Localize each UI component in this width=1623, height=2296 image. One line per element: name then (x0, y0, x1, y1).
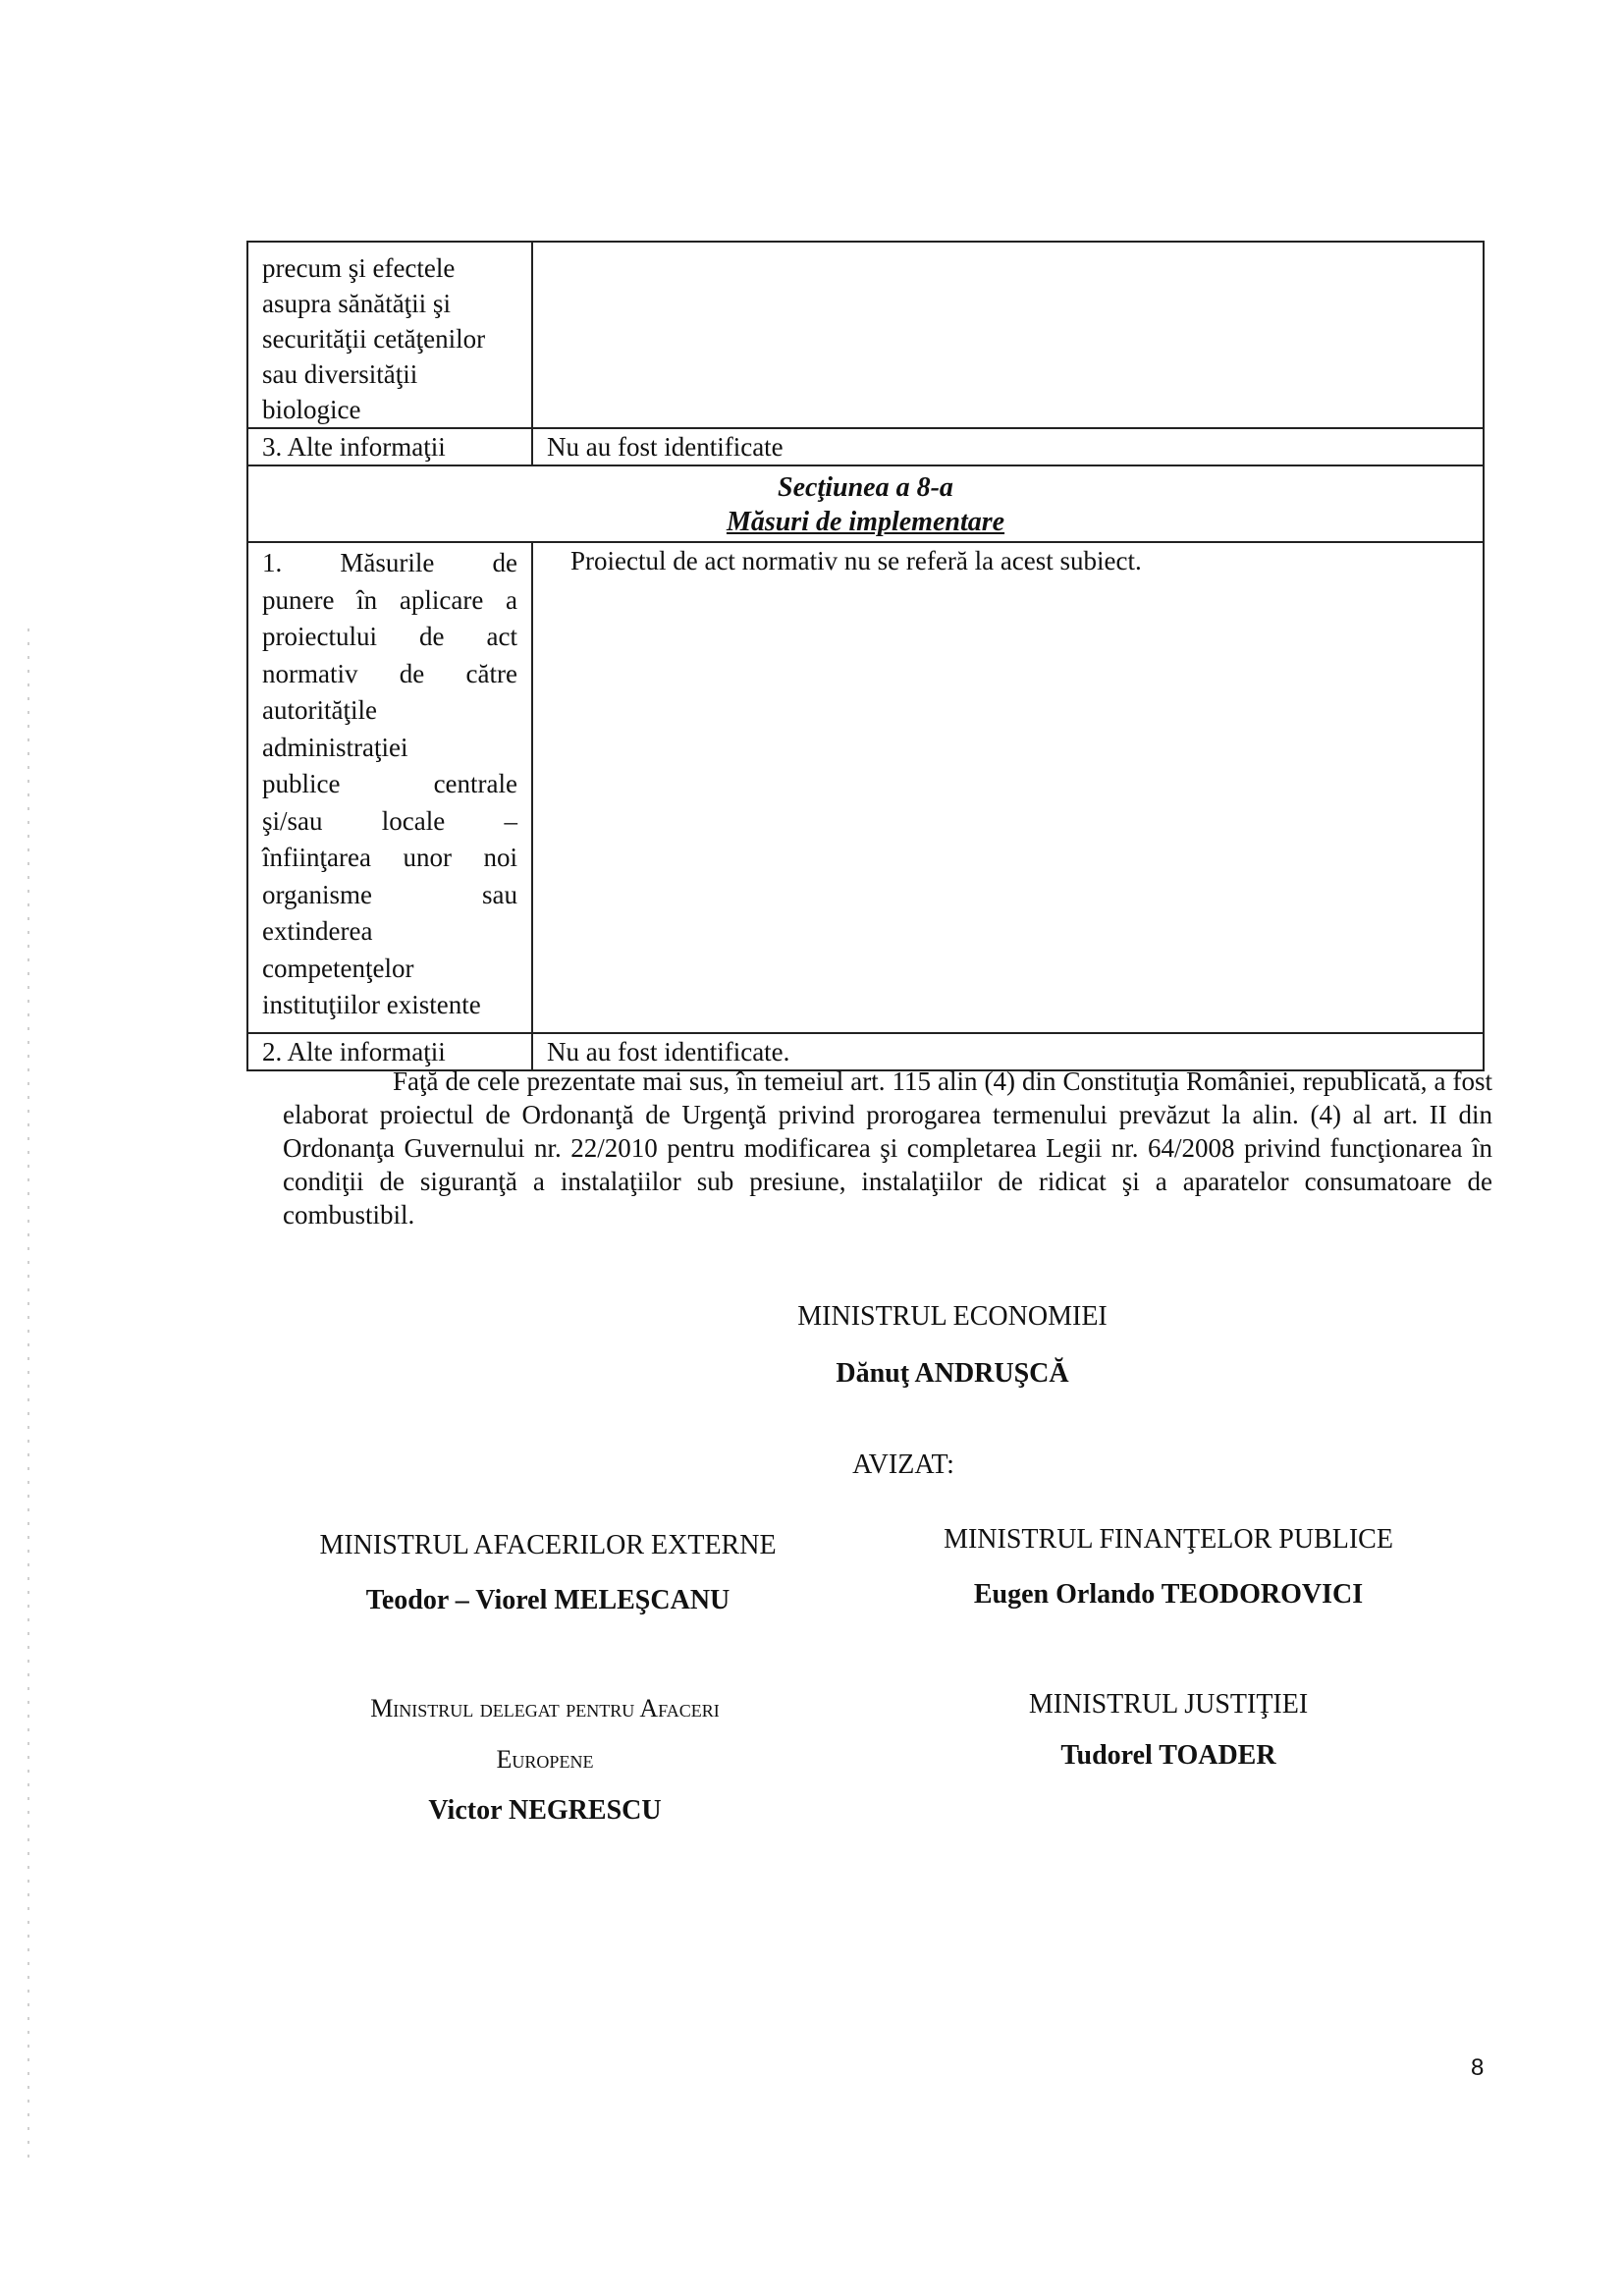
measures-line: administraţiei (262, 732, 408, 762)
signature-foreign-affairs (263, 1518, 833, 1628)
foreign-minister-title: MINISTRUL AFACERILOR EXTERNE (319, 1530, 777, 1560)
foreign-minister-name: Teodor – Viorel MELEŞCANU (365, 1585, 730, 1615)
measures-line: 1. Măsurile de (262, 548, 517, 577)
signature-economy (668, 1288, 1237, 1402)
measures-line: autorităţile (262, 695, 377, 725)
health-effects-label (247, 242, 532, 428)
other-info-3-label: 3. Alte informaţii (247, 428, 532, 465)
justice-minister-name: Tudorel TOADER (1060, 1740, 1276, 1771)
table-row-section-8 (247, 465, 1484, 542)
measures-line: punere în aplicare a (262, 584, 517, 615)
scan-edge-artifact (27, 629, 29, 2160)
table-row-implementation-measures (247, 542, 1484, 1033)
signature-finance (884, 1512, 1453, 1622)
health-effects-value (532, 242, 1484, 428)
approved-label: AVIZAT: (852, 1449, 954, 1480)
implementation-measures-value: Proiectul de act normativ nu se referă la acest subiect. (532, 542, 1484, 1033)
economy-minister-title: MINISTRUL ECONOMIEI (797, 1301, 1108, 1332)
health-line: sau diversităţii (262, 359, 418, 389)
signature-eu-affairs (255, 1683, 835, 1836)
table-row-other-info-3 (247, 428, 1484, 465)
implementation-measures-label (247, 542, 532, 1033)
measures-line: publice centrale (262, 769, 517, 798)
page-number: 8 (1471, 2054, 1485, 2081)
health-line: precum şi efectele (262, 253, 456, 283)
section-8-title: Secţiunea a 8-a (778, 472, 953, 503)
eu-minister-title-line1: Ministrul delegat pentru Afaceri (370, 1694, 720, 1722)
other-info-2-label: 2. Alte informaţii (247, 1033, 532, 1070)
health-line: asupra sănătăţii şi (262, 289, 451, 318)
table-row-health-effects (247, 242, 1484, 428)
measures-line: organisme sau (262, 879, 517, 909)
eu-minister-name: Victor NEGRESCU (428, 1795, 662, 1826)
other-info-2-value: Nu au fost identificate. (532, 1033, 1484, 1070)
signature-justice (913, 1679, 1424, 1781)
conclusion-paragraph: Faţă de cele prezentate mai sus, în temeiul art. 115 alin (4) din Constituţia României, republicată, a fost elaborat proiectul de Ordonanţă de Urgenţă privind prorogarea termenului prevăzut la alin. (4) al art. II din Ordonanţa Guvernului nr. 22/2010 pentru modificarea şi completarea Legii nr. 64/2008 privind funcţionarea în condiţii de siguranţă a instalaţiilor sub presiune, instalaţiilor de ridicat şi a aparatelor consumatoare de combustibil. (283, 1066, 1492, 1230)
health-line: biologice (262, 395, 361, 424)
measures-line: extinderea (262, 916, 373, 946)
measures-line: competenţelor (262, 953, 414, 983)
finance-minister-title: MINISTRUL FINANŢELOR PUBLICE (944, 1524, 1393, 1555)
measures-line: normativ de către (262, 658, 517, 688)
measures-line: înfiinţarea unor noi (262, 843, 517, 872)
finance-minister-name: Eugen Orlando TEODOROVICI (973, 1579, 1364, 1610)
impact-assessment-table (246, 241, 1485, 1071)
section-8-header (247, 465, 1484, 542)
measures-line: şi/sau locale – (262, 805, 517, 836)
measures-line: instituţiilor existente (262, 990, 481, 1019)
section-8-subtitle: Măsuri de implementare (726, 507, 1005, 537)
eu-minister-title-line2: Europene (496, 1745, 594, 1774)
health-line: securităţii cetăţenilor (262, 324, 486, 354)
measures-line: proiectului de act (262, 622, 517, 651)
economy-minister-name: Dănuţ ANDRUŞCĂ (836, 1358, 1069, 1389)
justice-minister-title: MINISTRUL JUSTIŢIEI (1028, 1689, 1309, 1720)
other-info-3-value: Nu au fost identificate (532, 428, 1484, 465)
